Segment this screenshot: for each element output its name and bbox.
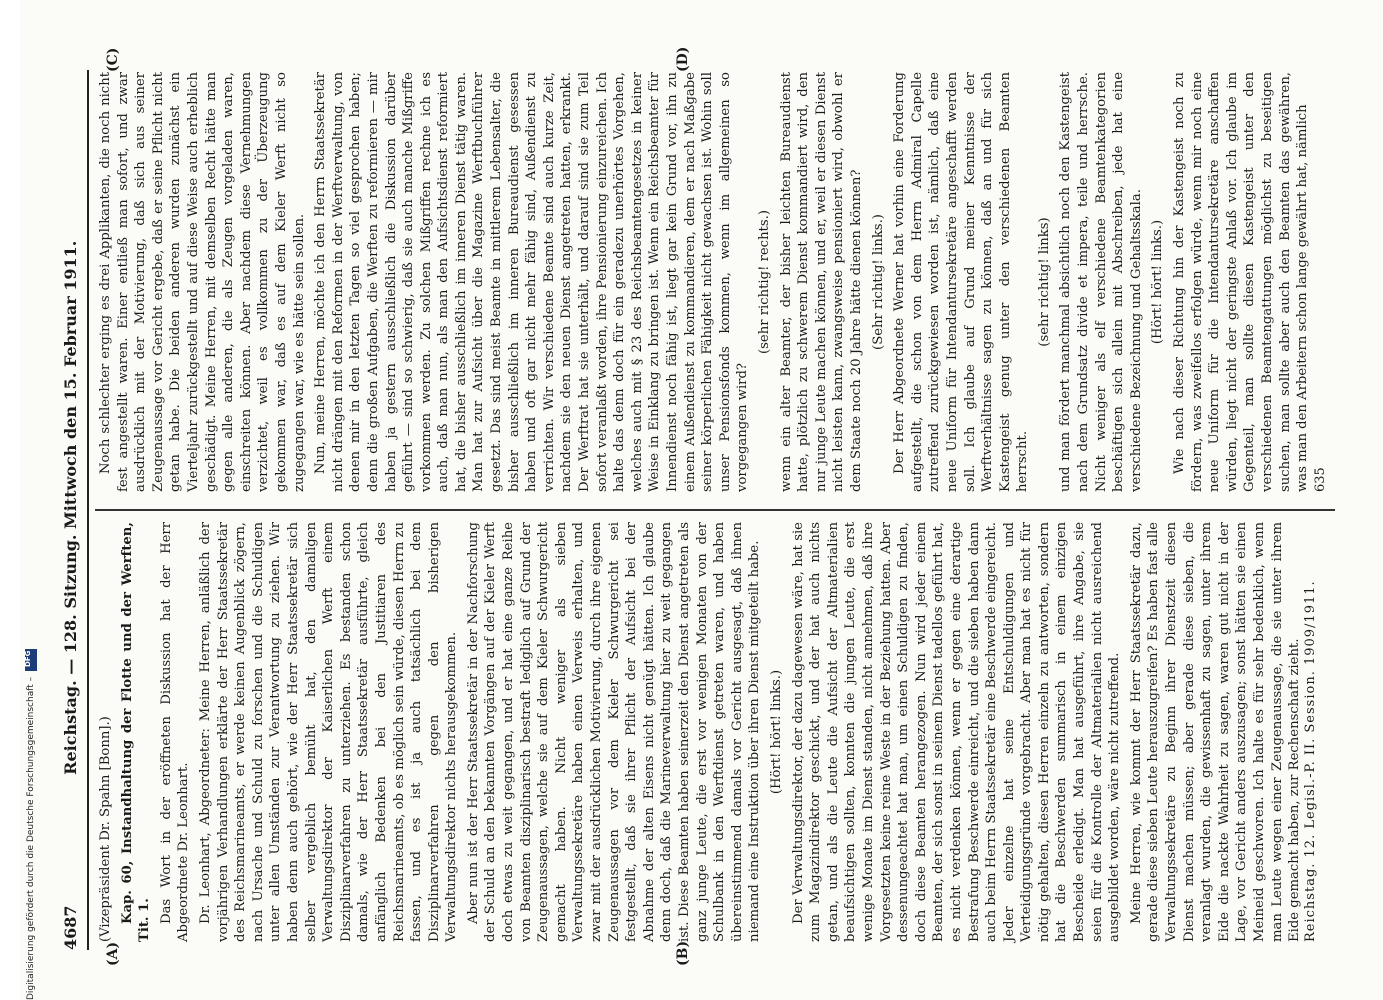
remark: (Sehr richtig! links.) [870,214,886,350]
margin-marker-d: (D) [675,46,691,72]
paragraph: Nun, meine Herren, möchte ich den Herrn Staatssekretär nicht drängen mit den Reformen in der Werftverwaltung, von denen mir in den letzten Tagen so viel gesprochen haben; denn die großen Aufgaben, die Werften zu reformieren — mir haben ja gestern ausschließlich die Diskussion darüber geführt — sind so schwierig, daß sie auch manche Mißgriffe vorkommen werden. Zu solchen Mißgriffen rechne ich es auch, daß man nun, als man den Aufsichtsdienst reformiert hat, die bisher ausschließlich im inneren Dienst tätig waren. Man hat zur Aufsicht über die Magazine Werftbuchführer gesetzt. Das sind meist Beamte in mittlerem Lebensalter, die bisher ausschließlich im inneren Bureaudienst gesessen haben und oft gar nicht mehr fähig sind, Außendienst zu verrichten. Wir verschiedene Beamte sind auch kurze Zeit, nachdem sie den neuen Dienst angetreten hatten, erkrankt. Der Werftrat hat sie unterhält, und darauf sind sie zum Teil sofort veranlaßt worden, ihre Pensionierung einzureichen. Ich halte das denn doch für ein geradezu unerhörtes Vorgehen, welches auch mit § 23 des Reichsbeamtengesetzes in keiner Weise in Einklang zu bringen ist. Wenn ein Reichsbeamter für Innendienst noch fähig ist, liegt gar kein Grund vor, ihn zu einem Außendienst zu kommandieren, dem er nach Maßgabe seiner körperlichen Fähigkeit nicht gewachsen ist. Wohin soll unser Pensionsfonds kommen, wenn im allgemeinen so vorgegangen wird? [313,72,751,492]
footer-page-number: 635 [1313,467,1328,492]
dfg-logo: DFG [25,649,37,671]
header-title: Reichstag. — 128. Sitzung. Mittwoch den 15. Februar 1911. [60,240,80,775]
paragraph: Noch schlechter erging es drei Applikanten, die noch nicht fest angestellt waren. Einer entließ man sofort, und zwar ausdrücklich mit der Motivierung, daß sich aus seiner Zeugenaussage vor Gericht ergebe, daß er seine Pflicht nicht getan habe. Die beiden anderen wurden zunächst ein Vierteljahr zurückgestellt und auf diese Weise auch erheblich geschädigt. Meine Herren, mit demselben Recht hätte man gegen alle anderen, die als Zeugen vorgeladen waren, einschreiten können. Aber nachdem diese Vernehmungen verzichtet, weil es vollkommen zu der Überzeugung gekommen war, daß es auf dem Kieler Werft nicht so zugegangen war, wie es hätte sein sollen. [98,72,307,492]
paragraph: Aber nun ist der Herr Staatssekretär in der Nachforschung der Schuld an den bekannten Vorgängen auf der Kieler Werft doch etwas zu weit gegangen, und er hat eine ganze Reihe von Beamten disziplinarisch bestraft lediglich auf Grund der Zeugenaussagen, welche sie auf dem Kieler Schwurgericht gemacht haben. Nicht weniger als sieben Verwaltungssekretäre haben einen Verweis erhalten, und zwar mit der ausdrücklichen Motivierung, durch ihre eigenen Zeugenaussagen vor dem Kieler Schwurgericht sei festgestellt, daß sie ihrer Pflicht der Aufsicht bei der Abnahme der alten Eisens nicht genügt hätten. Ich glaube denn doch, daß die Marineverwaltung hier zu weit gegangen ist. Diese Beamten haben seinerzeit den Dienst angetreten als ganz junge Leute, die erst vor wenigen Monaten von der Schulbank in den Werftdienst getreten waren, und haben übereinstimmend damals vor Gericht ausgesagt, daß ihnen niemand eine Instruktion über ihren Dienst mitgeteilt habe. [465,522,763,942]
paragraph: und man fördert manchmal absichtlich noch den Kastengeist nach dem Grundsatz divide et impera, teile und herrsche. Nicht weniger als elf verschiedene Beamtenkategorien beschäftigen sich allein mit Abschreiben, jede hat eine verschiedene Bezeichnung und Gehaltsskala. [1058,72,1144,492]
page-footer: Reichstag. 12. Legisl.-P. II. Session. 1909/1911. [1303,580,1318,942]
paragraph: Der Verwaltungsdirektor, der dazu dagewesen wäre, hat sie zum Magazindirektor geschickt, und der hat auch nichts getan, und als die Leute die Aufsicht der Altmaterialien beaufsichtigen sollten, konnten die jungen Leute, die erst wenige Monate im Dienst standen, nicht annehmen, daß ihre Vorgesetzten keine reine Weste in der Beziehung hatten. Aber dessenungeachtet hat man, um einen Schuldigen zu finden, doch diese Beamten herangezogen. Nun wird jeder einem Beamten, der sich sonst in seinem Dienst tadellos geführt hat, es nicht verdenken können, wenn er gegen eine derartige Bestrafung Beschwerde einreicht, und die sieben haben dann auch beim Herrn Staatssekretär eine Beschwerde eingereicht. Jeder einzelne hat seine Entschuldigungen und Verteidigungsgründe vorgebracht. Aber man hat es nicht für nötig gehalten, diesen Herren einzeln zu antworten, sondern hat die Beschwerden summarisch in einem einzigen Bescheide erledigt. Man hat ausgeführt, ihre Angabe, sie seien für die Kontrolle der Altmaterialien nicht ausreichend ausgebildet worden, wäre nicht zutreffend. [790,522,1123,942]
margin-marker-c: (C) [105,47,121,72]
left-column [97,522,1303,942]
remark: (Hört! hört! links.) [768,669,784,795]
header-rule [87,70,89,950]
header-page-number: 4687 [60,905,80,950]
column-rule [95,510,1335,512]
right-column [97,72,1311,492]
paragraph: Das Wort in der eröffneten Diskussion hat der Herr Abgeordnete Dr. Leonhart. [158,522,192,942]
page-header [57,70,83,950]
remark: (sehr richtig! links) [1036,217,1052,347]
margin-marker-b: (B) [675,940,691,966]
scanned-page [20,0,1383,1000]
intro-line: (Vizepräsident Dr. Spahn [Bonn].) [98,716,113,942]
section-title: Kap. 60, Instandhaltung der Flotte und der Werften, Tit. 1. [119,522,153,942]
paragraph: Meine Herren, wie kommt der Herr Staatssekretär dazu, gerade diese sieben Leute herauszugreifen? Es haben fast alle Verwaltungssekretäre zu Beginn ihrer Dienstzeit diesen Dienst machen müssen; aber gerade diese sieben, die veranlagt wurden, die gewissenhaft zu sagen, unter ihrem Eide die nackte Wahrheit zu sagen, waren gut nicht in der Lage, vor Gericht anders auszusagen; sonst hätten sie einen Meineid geschworen. Ich halte es für sehr bedenklich, wenn man Leute wegen einer Zeugenaussage, die sie unter ihrem Eide gemacht haben, zur Rechenschaft zieht. [1128,522,1303,942]
rotated-page-content [35,46,1360,970]
dfg-credit-text: Digitalisierung gefördert durch die Deutsche Forschungsgemeinschaft – [26,676,36,1000]
paragraph: Der Herr Abgeordnete Werner hat vorhin eine Forderung aufgestellt, die schon von dem Herrn Admiral Capelle zutreffend zurückgewiesen worden ist, nämlich, daß eine neue Uniform für Intendantursekretäre angeschafft werden soll. Ich glaube auf Grund meiner Kenntnisse der Werftverhältnisse sagen zu können, daß an und für sich Kastengeist genug unter den verschiedenen Beamten herrscht. [892,72,1031,492]
paragraph: Dr. Leonhart, Abgeordneter: Meine Herren, anläßlich der vorjährigen Verhandlungen erklärte der Herr Staatssekretär des Reichsmarineamts, er werde keinen Augenblick zögern, nach Ursache und Schuld zu forschen und die Schuldigen unter allen Umständen zur Verantwortung zu ziehen. Wir haben denn auch gehört, wie der Herr Staatssekretär sich selber vergeblich bemüht hat, den damaligen Verwaltungsdirektor der Kaiserlichen Werft einem Disziplinarverfahren zu unterziehen. Es bestanden schon damals, wie der Herr Staatssekretär ausführte, gleich anfänglich Bedenken bei den Justitiaren des Reichsmarineamts, ob es möglich sein würde, diesen Herrn zu fassen, und es ist ja auch tatsächlich bei dem Disziplinarverfahren gegen den bisherigen Verwaltungsdirektor nichts herausgekommen. [197,522,460,942]
paragraph: wenn ein alter Beamter, der bisher leichten Bureaudienst hatte, plötzlich zu schwerem Dienst kommandiert wird, den nur junge Leute machen können, und er, weil er diesen Dienst nicht leisten kann, zwangsweise pensioniert wird, obwohl er dem Staate noch 20 Jahre hätte dienen können? [778,72,864,492]
remark: (Hört! hört! links.) [1150,219,1166,345]
remark: (sehr richtig! rechts.) [756,210,772,354]
margin-marker-a: (A) [105,941,121,966]
paragraph: Wie nach dieser Richtung hin der Kastengeist noch zu fördern, was zweifellos erfolgen würde, wenn mir noch eine neue Uniform für die Intendantursekretäre anschaffen würden, liegt nicht der geringste Anlaß vor. Ich glaube im Gegenteil, man sollte diesen Kastengeist unter den verschiedenen Beamtengattungen möglichst zu beseitigen suchen, man sollte aber auch den Beamten das gewähren, was man den Arbeitern schon lange gewährt hat, nämlich [1172,72,1311,492]
